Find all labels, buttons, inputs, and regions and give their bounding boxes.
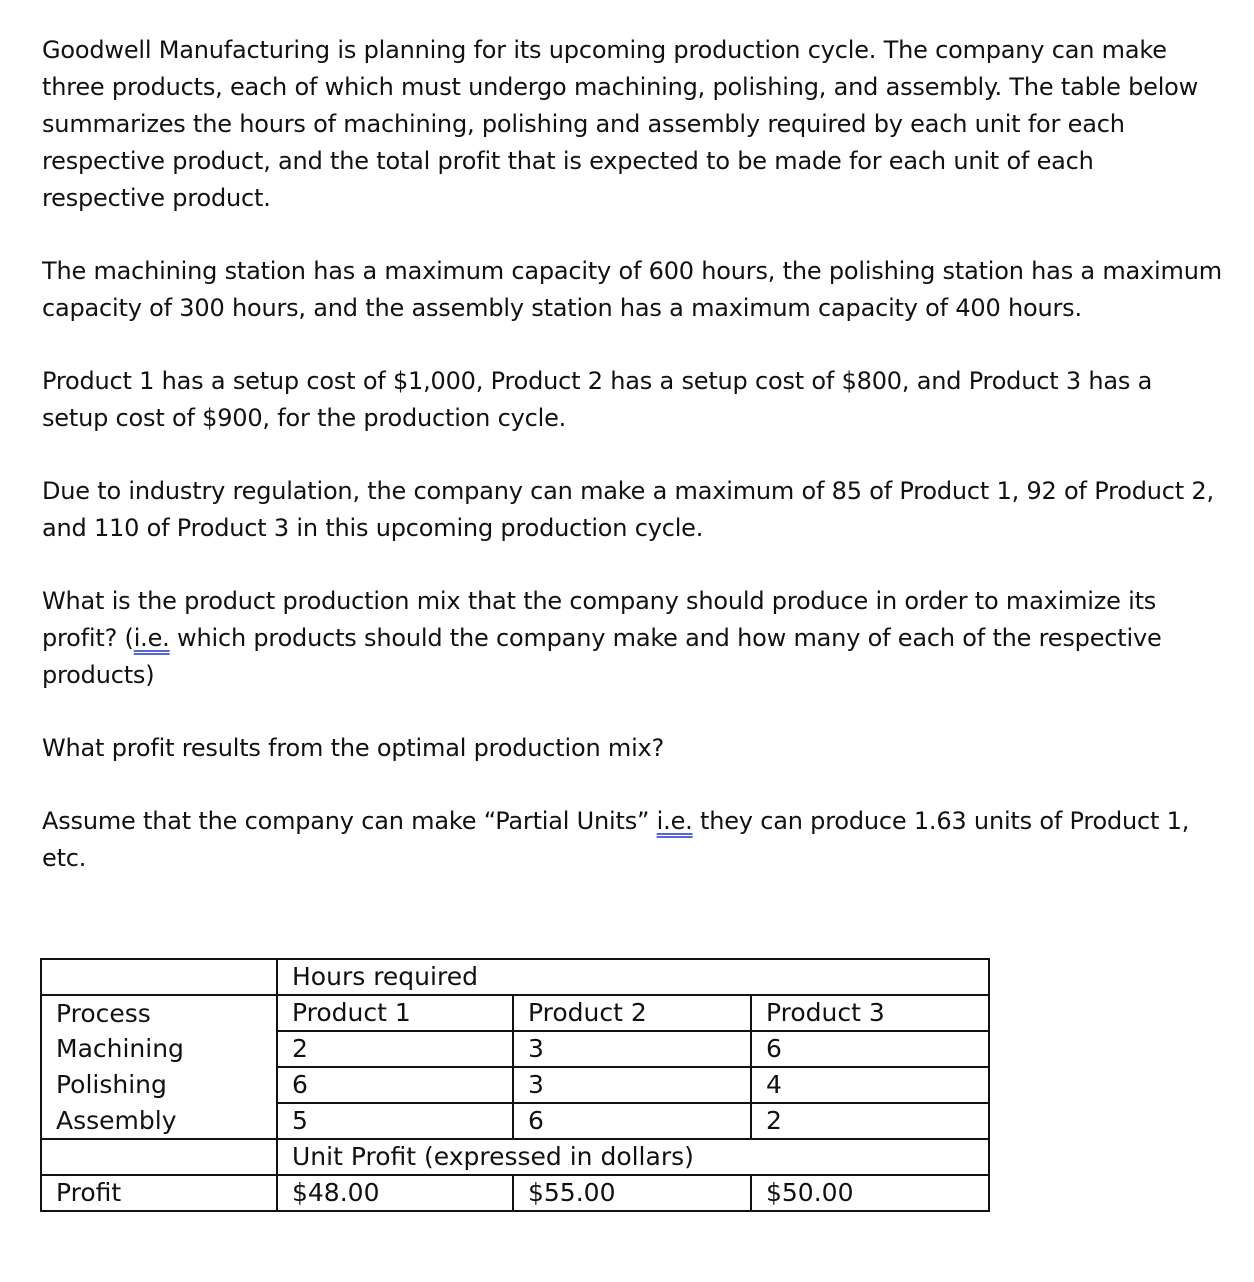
hours-table-container [40,958,988,1228]
empty-cell [513,959,751,995]
document-body [42,32,1222,913]
empty-cell [751,1139,989,1175]
table-row [41,1067,989,1103]
question-text-start: What is the product production mix that the company should produce in order to maximize its profit? ( [42,587,1157,652]
assumption-text-end: they can produce 1.63 units of Product 1, etc. [42,807,1190,872]
table-row [41,995,989,1031]
assumption-paragraph [42,803,1222,877]
table-row [41,1175,989,1211]
profit-product-1: $48.00 [277,1175,513,1211]
ie-abbreviation: i.e. [133,624,170,652]
capacity-paragraph: The machining station has a maximum capacity of 600 hours, the polishing station has a maximum capacity of 300 hours, and the assembly station has a maximum capacity of 400 hours. [42,257,1222,322]
product-2-header: Product 2 [513,995,751,1031]
table-row [41,959,989,995]
unit-profit-header: Unit Profit (expressed in dollars) [277,1139,513,1175]
intro-paragraph: Goodwell Manufacturing is planning for its upcoming production cycle. The company can make three products, each of which must undergo machining, polishing, and assembly. The table below summarizes the hours of machining, polishing and assembly required by each unit for each respective product, and the total profit that is expected to be made for each unit of each respective product. [42,36,1199,212]
regulation-paragraph: Due to industry regulation, the company can make a maximum of 85 of Product 1, 92 of Product 2, and 110 of Product 3 in this upcoming production cycle. [42,477,1214,542]
machining-product-1: 2 [277,1031,513,1067]
polishing-product-3: 4 [751,1067,989,1103]
process-polishing: Polishing [41,1067,277,1103]
empty-cell [41,1139,277,1175]
empty-cell [751,959,989,995]
assembly-product-3: 2 [751,1103,989,1139]
assumption-text-start: Assume that the company can make “Partial Units” [42,807,657,835]
question-text-end: which products should the company make and how many of each of the respective products) [42,624,1162,689]
machining-product-3: 6 [751,1031,989,1067]
profit-label: Profit [41,1175,277,1211]
ie-abbreviation: i.e. [656,807,693,835]
setup-cost-paragraph: Product 1 has a setup cost of $1,000, Product 2 has a setup cost of $800, and Product 3 has a setup cost of $900, for the production cycle. [42,367,1153,432]
polishing-product-1: 6 [277,1067,513,1103]
product-1-header: Product 1 [277,995,513,1031]
question-production-mix [42,583,1222,694]
table-row [41,1139,989,1175]
assembly-product-2: 6 [513,1103,751,1139]
empty-cell [41,959,277,995]
assembly-product-1: 5 [277,1103,513,1139]
polishing-product-2: 3 [513,1067,751,1103]
process-machining: Machining [41,1031,277,1067]
hours-table [40,958,990,1212]
question-profit: What profit results from the optimal production mix? [42,734,665,762]
product-3-header: Product 3 [751,995,989,1031]
table-row [41,1031,989,1067]
machining-product-2: 3 [513,1031,751,1067]
hours-required-header: Hours required [277,959,513,995]
profit-product-3: $50.00 [751,1175,989,1211]
process-header: Process [41,995,277,1031]
process-assembly: Assembly [41,1103,277,1139]
table-row [41,1103,989,1139]
profit-product-2: $55.00 [513,1175,751,1211]
